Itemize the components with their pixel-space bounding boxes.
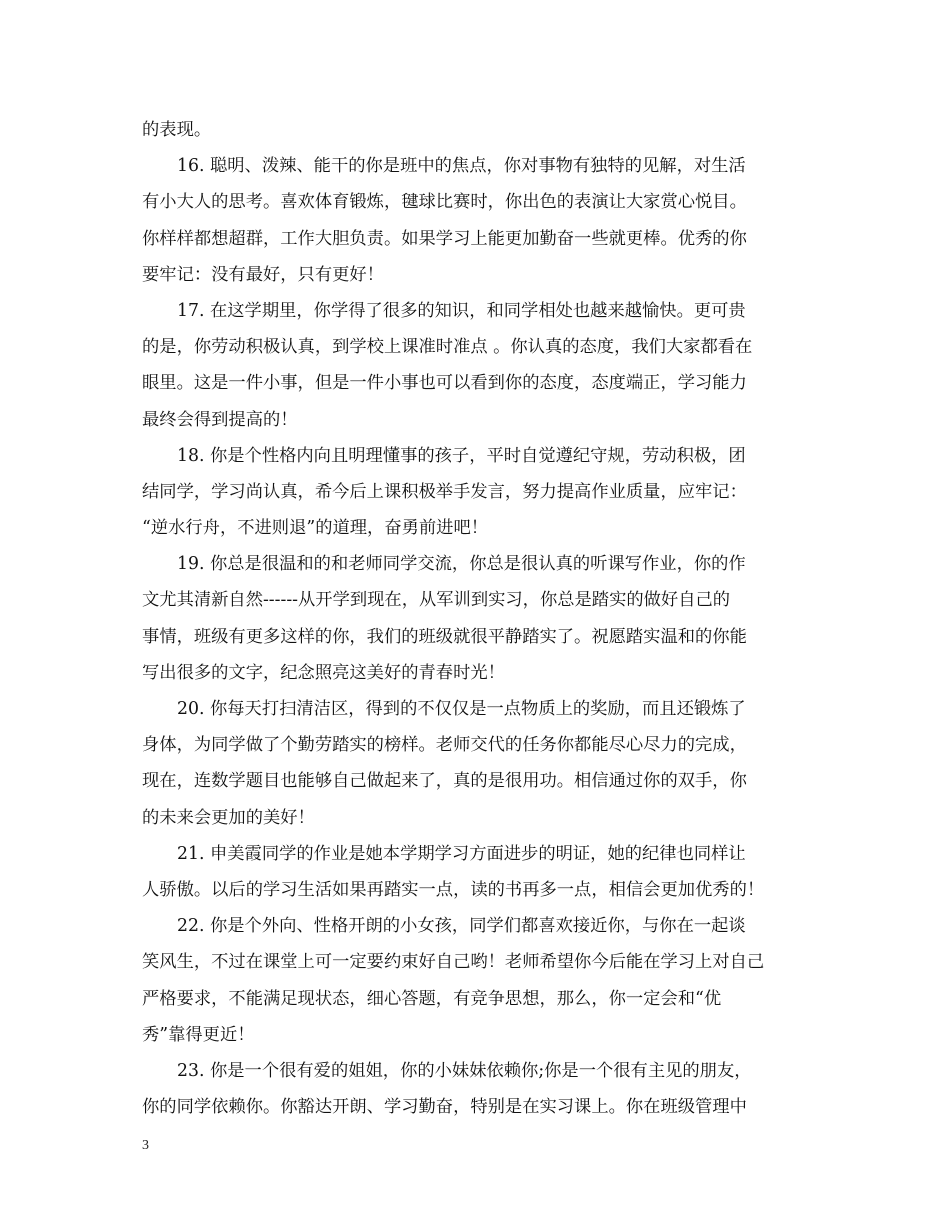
text-line: 23. 你是一个很有爱的姐姐，你的小妹妹依赖你;你是一个很有主见的朋友， (177, 1060, 752, 1081)
text-line: 笑风生，不过在课堂上可一定要约束好自己哟！老师希望你今后能在学习上对自己 (142, 952, 765, 973)
text-line: 18. 你是个性格内向且明理懂事的孩子，平时自觉遵纪守规，劳动积极，团 (177, 445, 746, 466)
text-line: 身体，为同学做了个勤劳踏实的榜样。老师交代的任务你都能尽心尽力的完成， (142, 735, 747, 756)
text-line: 严格要求，不能满足现状态，细心答题，有竞争思想，那么，你一定会和“优 (142, 988, 722, 1009)
text-line: 你的同学依赖你。你豁达开朗、学习勤奋，特别是在实习课上。你在班级管理中 (142, 1097, 747, 1118)
text-line: 写出很多的文字，纪念照亮这美好的青春时光！ (142, 662, 505, 683)
text-line: 19. 你总是很温和的和老师同学交流，你总是很认真的听课写作业，你的作 (177, 554, 746, 575)
text-line: 秀”靠得更近！ (142, 1024, 255, 1045)
text-line: 人骄傲。以后的学习生活如果再踏实一点，读的书再多一点，相信会更加优秀的！ (142, 879, 765, 900)
text-line: 的是，你劳动积极认真，到学校上课准时准点 。你认真的态度，我们大家都看在 (142, 337, 753, 358)
text-line: 的表现。 (142, 120, 212, 140)
text-line: 21. 申美霞同学的作业是她本学期学习方面进步的明证，她的纪律也同样让 (177, 843, 746, 864)
text-line: “逆水行舟，不进则退”的道理，奋勇前进吧！ (142, 518, 489, 539)
text-line: 结同学，学习尚认真，希今后上课积极举手发言，努力提高作业质量，应牢记： (142, 481, 747, 502)
text-line: 16. 聪明、泼辣、能干的你是班中的焦点，你对事物有独特的见解，对生活 (177, 156, 746, 177)
text-line: 要牢记：没有最好，只有更好！ (142, 264, 384, 285)
text-line: 有小大人的思考。喜欢体育锻炼，毽球比赛时，你出色的表演让大家赏心悦目。 (142, 192, 747, 213)
text-line: 事情，班级有更多这样的你，我们的班级就很平静踏实了。祝愿踏实温和的你能 (142, 626, 747, 647)
text-line: 文尤其清新自然------从开学到现在，从军训到实习，你总是踏实的做好自己的 (142, 590, 731, 611)
page-number: 3 (142, 1138, 149, 1153)
document-body (142, 112, 810, 1125)
text-line: 的未来会更加的美好！ (142, 807, 315, 828)
text-line: 眼里。这是一件小事，但是一件小事也可以看到你的态度，态度端正，学习能力 (142, 373, 747, 394)
text-line: 你样样都想超群，工作大胆负责。如果学习上能更加勤奋一些就更棒。优秀的你 (142, 228, 747, 249)
text-line: 最终会得到提高的！ (142, 409, 298, 430)
text-line: 20. 你每天打扫清洁区，得到的不仅仅是一点物质上的奖励，而且还锻炼了 (177, 699, 746, 719)
text-line: 22. 你是个外向、性格开朗的小女孩，同学们都喜欢接近你，与你在一起谈 (177, 916, 746, 937)
text-line: 现在，连数学题目也能够自己做起来了，真的是很用功。相信通过你的双手，你 (142, 771, 747, 792)
text-line: 17. 在这学期里，你学得了很多的知识，和同学相处也越来越愉快。更可贵 (177, 300, 746, 321)
